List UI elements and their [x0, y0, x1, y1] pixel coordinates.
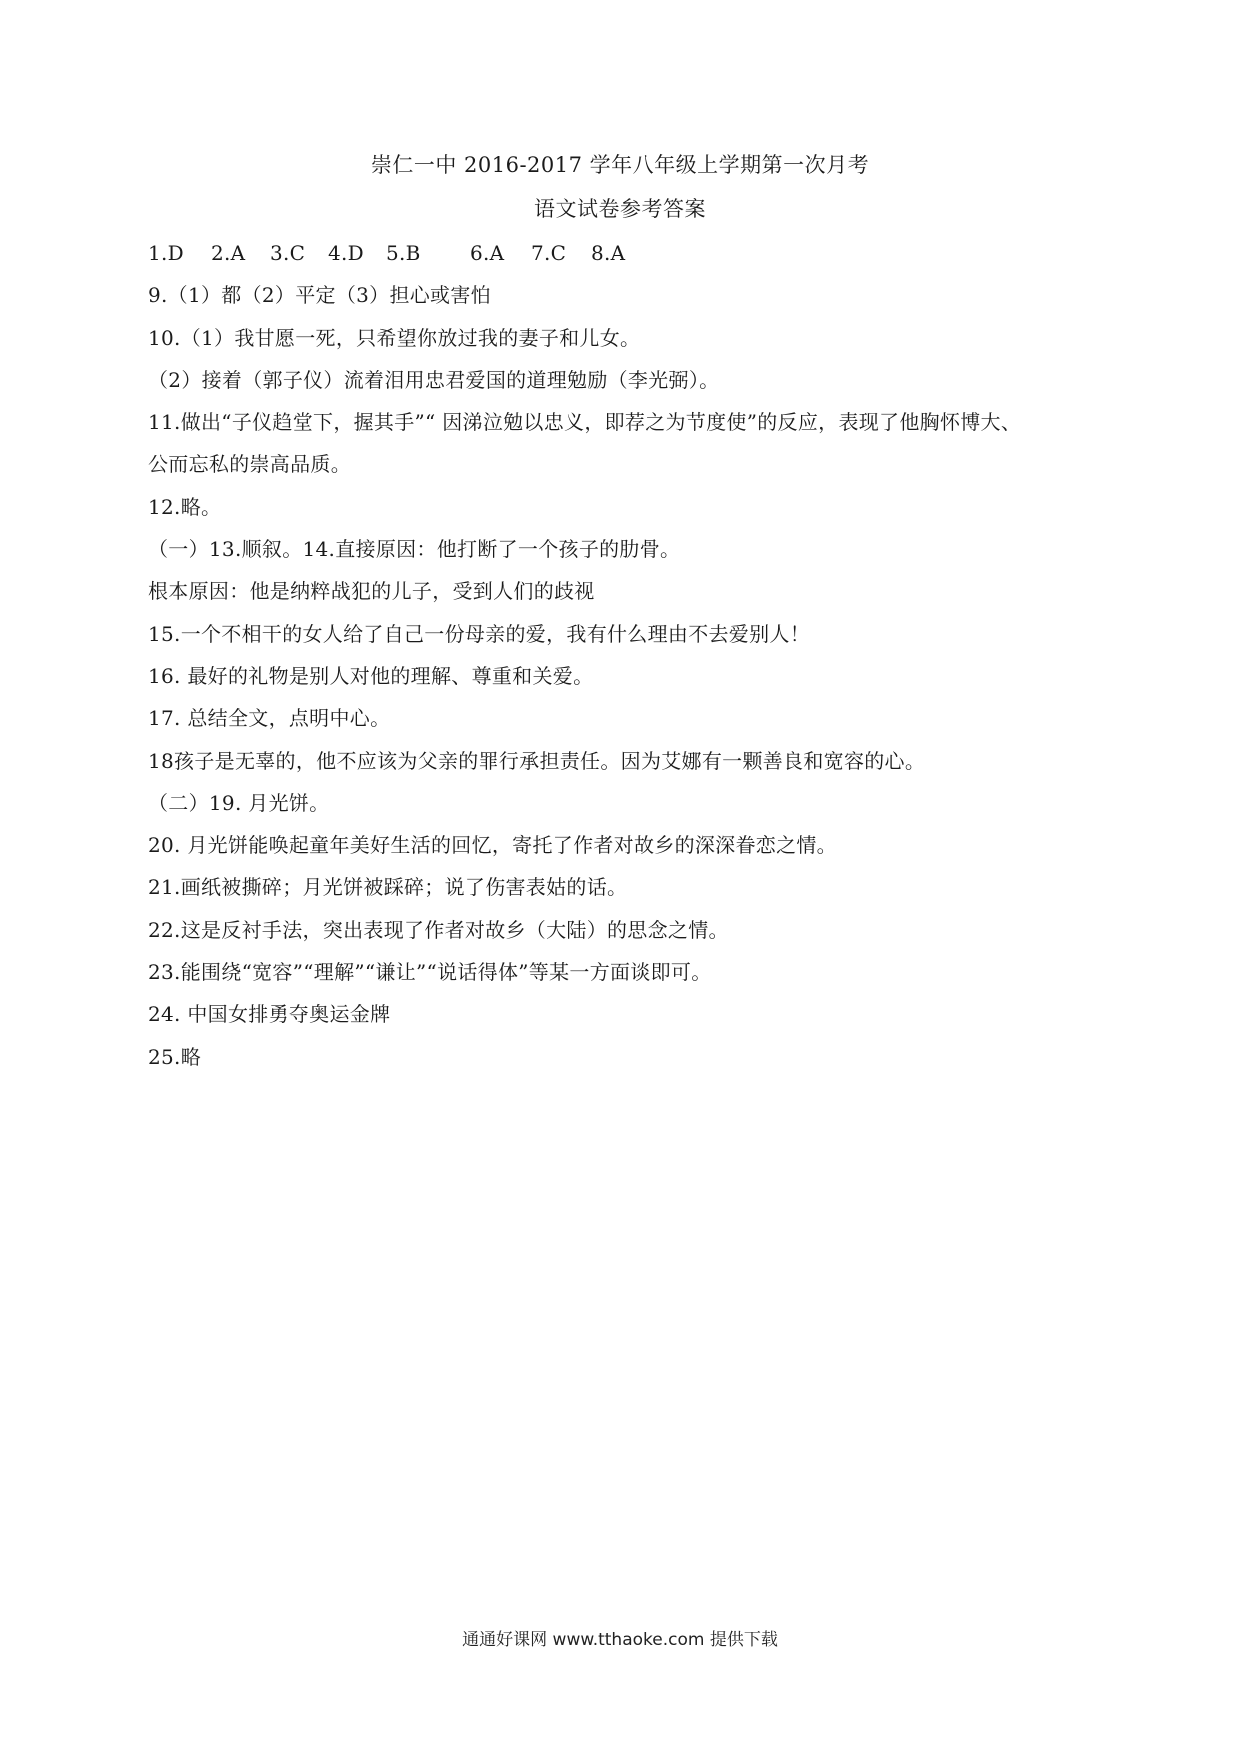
answer-line: 23.能围绕“宽容”“理解”“谦让”“说话得体”等某一方面谈即可。 — [148, 960, 712, 985]
answer-line: 25.略 — [148, 1044, 202, 1069]
mc-answer-4: 4.D — [328, 241, 365, 265]
answer-line: 根本原因：他是纳粹战犯的儿子，受到人们的歧视 — [148, 579, 595, 604]
answer-line: 公而忘私的崇高品质。 — [148, 452, 351, 477]
footer-source-note: 通通好课网 www.tthaoke.com 提供下载 — [462, 1630, 778, 1650]
answer-line: （一）13.顺叙。14.直接原因：他打断了一个孩子的肋骨。 — [148, 537, 681, 562]
answer-line: （二）19. 月光饼。 — [148, 790, 330, 815]
mc-answer-7: 7.C — [531, 241, 567, 265]
mc-answer-3: 3.C — [270, 241, 306, 265]
answer-line: 10.（1）我甘愿一死，只希望你放过我的妻子和儿女。 — [148, 325, 641, 350]
mc-answer-1: 1.D — [148, 241, 185, 265]
answer-line: （2）接着（郭子仪）流着泪用忠君爱国的道理勉励（李光弼）。 — [148, 367, 720, 392]
answer-line: 21.画纸被撕碎；月光饼被踩碎；说了伤害表姑的话。 — [148, 875, 628, 900]
answer-line: 22.这是反衬手法，突出表现了作者对故乡（大陆）的思念之情。 — [148, 917, 729, 942]
multiple-choice-row — [148, 232, 1108, 274]
page-subtitle: 语文试卷参考答案 — [534, 197, 706, 221]
mc-answer-8: 8.A — [591, 241, 626, 265]
answer-line: 18孩子是无辜的，他不应该为父亲的罪行承担责任。因为艾娜有一颗善良和宽容的心。 — [148, 748, 926, 773]
mc-answer-2: 2.A — [211, 241, 246, 265]
answer-line: 15.一个不相干的女人给了自己一份母亲的爱，我有什么理由不去爱别人！ — [148, 621, 811, 646]
answer-line: 20. 月光饼能唤起童年美好生活的回忆，寄托了作者对故乡的深深眷恋之情。 — [148, 833, 837, 858]
page-title: 崇仁一中 2016-2017 学年八年级上学期第一次月考 — [370, 153, 870, 177]
answer-line: 24. 中国女排勇夺奥运金牌 — [148, 1002, 391, 1027]
answer-line: 9.（1）都（2）平定（3）担心或害怕 — [148, 283, 491, 308]
answer-list — [148, 232, 1108, 1078]
answer-line: 16. 最好的礼物是别人对他的理解、尊重和关爱。 — [148, 663, 594, 688]
mc-answer-5: 5.B — [386, 241, 421, 265]
answer-line: 17. 总结全文，点明中心。 — [148, 706, 391, 731]
mc-answer-6: 6.A — [470, 241, 505, 265]
answer-line: 12.略。 — [148, 494, 222, 519]
answer-line: 11.做出“子仪趋堂下，握其手”“ 因涕泣勉以忠义，即荐之为节度使”的反应，表现了他胸怀博大、 — [148, 410, 1022, 435]
